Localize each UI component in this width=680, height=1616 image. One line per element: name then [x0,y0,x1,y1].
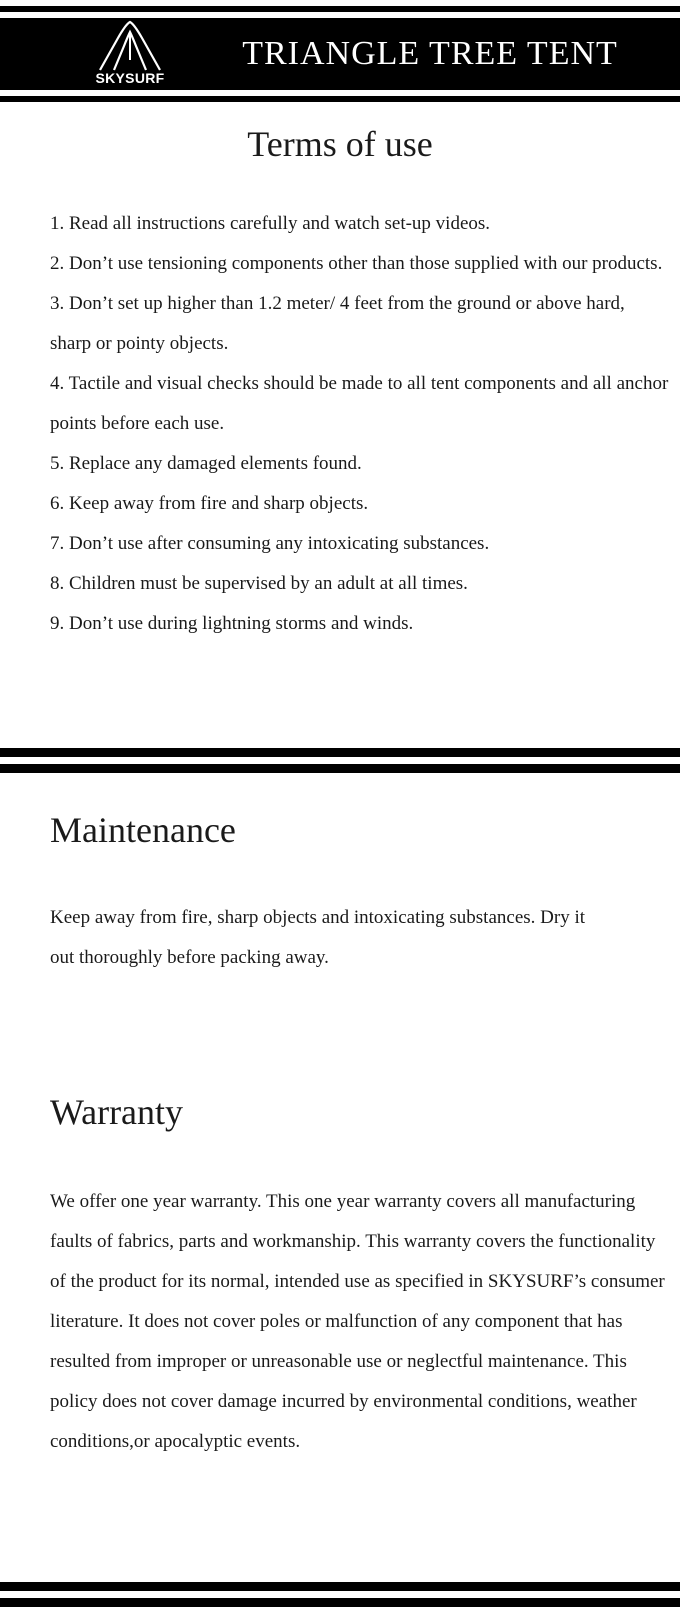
warranty-title: Warranty [50,1092,184,1132]
header-bottom-stripe [0,96,680,102]
product-title: TRIANGLE TREE TENT [242,35,618,72]
maintenance-title: Maintenance [50,810,236,850]
terms-item: 9. Don’t use during lightning storms and winds. [50,613,414,634]
terms-list [50,204,670,644]
terms-item: 6. Keep away from fire and sharp objects. [50,493,369,514]
section-divider [0,764,680,773]
terms-item: 5. Replace any damaged elements found. [50,453,362,474]
terms-title: Terms of use [247,124,433,164]
footer-divider [0,1582,680,1591]
maintenance-body: Keep away from fire, sharp objects and intoxicating substances. Dry it out thoroughly before packing away. [50,907,586,968]
terms-item: 2. Don’t use tensioning components other than those supplied with our products. [50,253,663,274]
section-divider [0,748,680,757]
warranty-body: We offer one year warranty. This one year warranty covers all manufacturing faults of fabrics, parts and workmanship. This warranty covers the functionality of the product for its normal, intended use as specified in SKYSURF’s consumer literature. It does not cover poles or malfunction of any component that has resulted from improper or unreasonable use or neglectful maintenance. This policy does not cover damage incurred by environmental conditions, weather conditions,or apocalyptic events. [50,1191,665,1452]
terms-item: 4. Tactile and visual checks should be made to all tent components and all anchor points before each use. [50,373,669,434]
header-top-stripe [0,6,680,12]
header [0,0,680,104]
skysurf-logo-icon [96,20,164,72]
brand-logo [80,18,180,90]
terms-item: 8. Children must be supervised by an adult at all times. [50,573,468,594]
terms-item: 3. Don’t set up higher than 1.2 meter/ 4 feet from the ground or above hard, sharp or pointy objects. [50,293,625,354]
terms-item: 1. Read all instructions carefully and watch set-up videos. [50,213,491,234]
brand-name: SKYSURF [95,70,165,86]
footer-divider [0,1598,680,1607]
terms-item: 7. Don’t use after consuming any intoxicating substances. [50,533,490,554]
